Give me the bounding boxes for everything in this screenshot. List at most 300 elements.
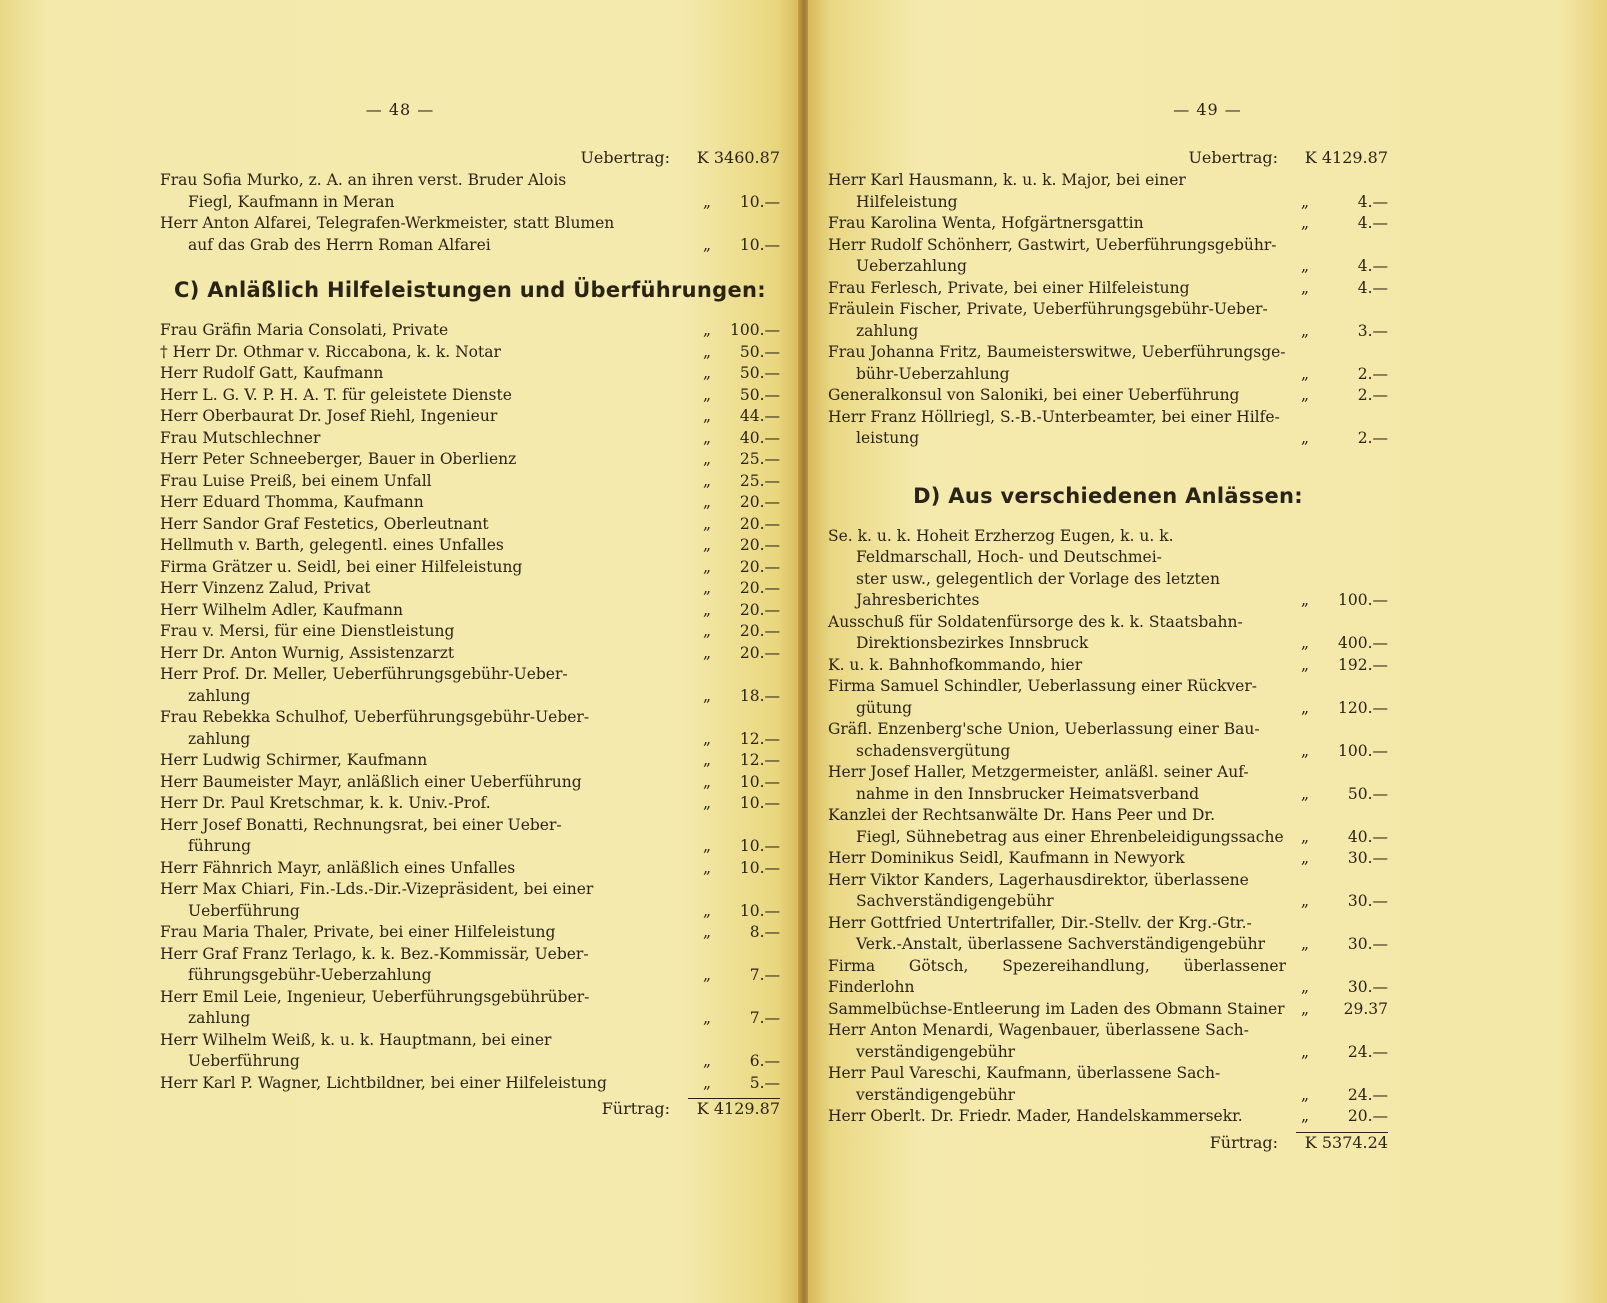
entry-amount: 4.— <box>1357 278 1388 297</box>
ditto-mark: „ <box>702 428 712 447</box>
section-heading-c: C) Anläßlich Hilfeleistungen und Überführungen: <box>173 278 766 302</box>
entry-description <box>160 557 696 579</box>
page-number-left: — 48 — <box>365 100 435 119</box>
entry-line: Herr Max Chiari, Fin.-Lds.-Dir.-Vizepräsident, bei einer <box>160 880 594 898</box>
entry-description <box>160 621 696 643</box>
entry-line: Herr Sandor Graf Festetics, Oberleutnant <box>160 514 489 533</box>
ditto-mark: „ <box>1300 935 1310 953</box>
ledger-entry <box>160 406 780 428</box>
ditto-mark: „ <box>702 407 712 425</box>
ditto-mark: „ <box>702 600 712 619</box>
ditto-mark: „ <box>702 901 712 920</box>
entry-amount: 120.— <box>1337 698 1388 717</box>
entry-description <box>160 750 696 772</box>
ditto-mark: „ <box>1300 214 1310 232</box>
entry-line: Hilfeleistung <box>856 192 958 211</box>
ledger-entry <box>828 235 1388 278</box>
right-entry-list <box>828 526 1388 1128</box>
entry-description <box>160 858 696 880</box>
entry-line: Ueberführung <box>188 901 300 920</box>
ditto-mark: „ <box>702 622 712 640</box>
ledger-entry <box>828 655 1388 677</box>
left-page-content <box>160 148 780 1120</box>
entry-line: Frau Mutschlechner <box>160 428 321 447</box>
entry-amount: 2.— <box>1357 429 1388 447</box>
carry-in-label: Uebertrag: <box>1188 148 1278 167</box>
entry-line: bühr-Ueberzahlung <box>856 364 1010 383</box>
entry-line: Feldmarschall, Hoch- und Deutschmei- <box>856 548 1162 566</box>
ledger-entry <box>160 815 780 858</box>
entry-line: Herr Paul Vareschi, Kaufmann, überlassene Sach- <box>828 1064 1221 1082</box>
entry-amount: 24.— <box>1347 1042 1388 1061</box>
entry-line: zahlung <box>188 686 251 705</box>
ditto-mark: „ <box>702 536 712 554</box>
entry-description <box>160 406 696 428</box>
ditto-mark: „ <box>702 729 712 748</box>
entry-amount: 30.— <box>1347 849 1388 867</box>
entry-amount: 30.— <box>1347 935 1388 953</box>
ditto-mark: „ <box>702 385 712 404</box>
ditto-mark: „ <box>702 837 712 855</box>
entry-description <box>828 526 1294 612</box>
ledger-entry <box>828 213 1388 235</box>
ditto-mark: „ <box>702 1009 712 1027</box>
ditto-mark: „ <box>1300 321 1310 340</box>
entry-line: Fräulein Fischer, Private, Ueberführungsgebühr-Ueber- <box>828 300 1268 318</box>
ledger-entry <box>160 557 780 579</box>
entry-description <box>160 793 696 815</box>
ditto-mark: „ <box>702 923 712 941</box>
entry-line: zahlung <box>188 729 251 748</box>
entry-amount: 40.— <box>739 428 780 447</box>
entry-line: Herr Dr. Anton Wurnig, Assistenzarzt <box>160 643 455 662</box>
entry-amount: 7.— <box>749 966 780 984</box>
entry-line: Ausschuß für Soldatenfürsorge des k. k. Staatsbahn- <box>828 612 1243 631</box>
entry-amount: 20.— <box>739 579 780 597</box>
entry-line: Kanzlei der Rechtsanwälte Dr. Hans Peer und Dr. <box>828 806 1216 824</box>
ledger-entry <box>828 385 1388 407</box>
entry-line: Frau Rebekka Schulhof, Ueberführungsgebühr-Ueber- <box>160 708 590 726</box>
ledger-entry <box>828 407 1388 450</box>
entry-line: Hellmuth v. Barth, gelegentl. eines Unfalles <box>160 536 504 554</box>
ledger-entry <box>828 676 1388 719</box>
ledger-entry <box>160 1030 780 1073</box>
entry-description <box>828 762 1294 805</box>
entry-description <box>828 170 1294 213</box>
entry-line: Direktionsbezirkes Innsbruck <box>856 634 1089 652</box>
entry-line: Herr Peter Schneeberger, Bauer in Oberlienz <box>160 450 517 468</box>
entry-description <box>160 449 696 471</box>
entry-amount: 10.— <box>739 235 780 254</box>
entry-amount: 10.— <box>739 794 780 812</box>
entry-description <box>828 235 1294 278</box>
ditto-mark: „ <box>702 342 712 361</box>
entry-line: Herr L. G. V. P. H. A. T. für geleistete Dienste <box>160 385 512 404</box>
ledger-entry <box>828 342 1388 385</box>
entry-amount: 10.— <box>739 772 780 791</box>
page-right <box>808 0 1607 1303</box>
ledger-entry <box>160 643 780 665</box>
entry-amount: 12.— <box>739 729 780 748</box>
ditto-mark: „ <box>702 772 712 791</box>
ditto-mark: „ <box>1300 278 1310 297</box>
ledger-entry <box>160 944 780 987</box>
entry-amount: 20.— <box>739 557 780 576</box>
entry-line: ster usw., gelegentlich der Vorlage des letzten <box>856 569 1220 588</box>
entry-line: Frau Ferlesch, Private, bei einer Hilfeleistung <box>828 278 1190 297</box>
entry-description <box>160 320 696 342</box>
ledger-entry <box>828 299 1388 342</box>
entry-description <box>828 299 1294 342</box>
carry-out-amount: K 5374.24 <box>1296 1132 1388 1152</box>
entry-line: führungsgebühr-Ueberzahlung <box>188 966 432 984</box>
entry-amount: 29.37 <box>1343 999 1388 1018</box>
entry-description <box>160 363 696 385</box>
entry-amount: 2.— <box>1357 386 1388 404</box>
entry-amount: 24.— <box>1347 1085 1388 1104</box>
entry-line: Herr Rudolf Schönherr, Gastwirt, Ueberführungsgebühr- <box>828 235 1277 254</box>
ditto-mark: „ <box>1300 634 1310 652</box>
ledger-entry <box>160 707 780 750</box>
ledger-entry <box>160 793 780 815</box>
entry-line: Sachverständigengebühr <box>856 892 1054 910</box>
ledger-entry <box>828 1106 1388 1128</box>
entry-amount: 100.— <box>1337 741 1388 760</box>
ditto-mark: „ <box>1300 591 1310 609</box>
carry-out-right <box>828 1132 1388 1154</box>
entry-line: Frau Sofia Murko, z. A. an ihren verst. Bruder Alois <box>160 171 567 189</box>
ditto-mark: „ <box>702 235 712 254</box>
ditto-mark: „ <box>702 321 712 339</box>
entry-line: Firma Götsch, Spezereihandlung, überlassener Finderlohn <box>828 956 1286 996</box>
entry-description <box>160 342 696 364</box>
ledger-entry <box>828 612 1388 655</box>
entry-description <box>828 407 1294 450</box>
entry-amount: 3.— <box>1357 321 1388 340</box>
entry-amount: 10.— <box>739 901 780 920</box>
entry-description <box>828 676 1294 719</box>
entry-description <box>160 535 696 557</box>
entry-amount: 20.— <box>739 514 780 533</box>
entry-line: Sammelbüchse-Entleerung im Laden des Obmann Stainer <box>828 999 1285 1018</box>
entry-line: Jahresberichtes <box>856 591 980 609</box>
entry-description <box>828 848 1294 870</box>
entry-line: Gräfl. Enzenberg'sche Union, Ueberlassung einer Bau- <box>828 720 1260 738</box>
entry-description <box>160 987 696 1030</box>
entry-description <box>828 213 1294 235</box>
entry-description <box>160 170 696 213</box>
entry-line: Herr Prof. Dr. Meller, Ueberführungsgebühr-Ueber- <box>160 665 568 683</box>
ledger-entry <box>828 848 1388 870</box>
entry-line: Herr Anton Alfarei, Telegrafen-Werkmeister, statt Blumen <box>160 214 615 232</box>
entry-line: Herr Franz Höllriegl, S.-B.-Unterbeamter, bei einer Hilfe- <box>828 407 1280 426</box>
entry-line: Ueberführung <box>188 1052 300 1070</box>
carry-out-amount: K 4129.87 <box>688 1098 780 1118</box>
entry-description <box>828 719 1294 762</box>
entry-amount: 400.— <box>1337 634 1388 652</box>
ditto-mark: „ <box>1300 655 1310 674</box>
ledger-entry <box>160 492 780 514</box>
ledger-entry <box>828 170 1388 213</box>
section-heading-d: D) Aus verschiedenen Anlässen: <box>913 483 1303 508</box>
entry-description <box>160 428 696 450</box>
entry-amount: 50.— <box>739 342 780 361</box>
entry-line: Herr Fähnrich Mayr, anläßlich eines Unfalles <box>160 858 516 877</box>
ledger-entry <box>160 1073 780 1095</box>
entry-description <box>160 944 696 987</box>
entry-line: nahme in den Innsbrucker Heimatsverband <box>856 784 1199 803</box>
ditto-mark: „ <box>1300 429 1310 447</box>
entry-description <box>828 805 1294 848</box>
entry-line: Herr Karl Hausmann, k. u. k. Major, bei einer <box>828 171 1186 189</box>
entry-line: Fiegl, Sühnebetrag aus einer Ehrenbeleidigungssache <box>856 827 1284 846</box>
entry-line: leistung <box>856 429 920 447</box>
ledger-entry <box>160 449 780 471</box>
ditto-mark: „ <box>702 557 712 576</box>
ledger-entry <box>160 664 780 707</box>
carry-out-label: Fürtrag: <box>1209 1132 1278 1152</box>
entry-description <box>160 385 696 407</box>
entry-amount: 192.— <box>1337 655 1388 674</box>
entry-line: zahlung <box>188 1009 251 1027</box>
ditto-mark: „ <box>1300 999 1310 1018</box>
entry-amount: 100.— <box>1337 591 1388 609</box>
entry-line: gütung <box>856 698 913 717</box>
entry-amount: 10.— <box>739 192 780 211</box>
left-prelude-list <box>160 170 780 256</box>
ditto-mark: „ <box>702 966 712 984</box>
entry-line: Herr Oberbaurat Dr. Josef Riehl, Ingenieur <box>160 407 498 425</box>
entry-description <box>828 342 1294 385</box>
ditto-mark: „ <box>702 1073 712 1092</box>
ditto-mark: „ <box>1300 849 1310 867</box>
entry-description <box>828 999 1294 1021</box>
carry-out-left <box>160 1098 780 1120</box>
ledger-entry <box>160 535 780 557</box>
entry-line: zahlung <box>856 321 919 340</box>
entry-line: verständigengebühr <box>856 1042 1016 1061</box>
ditto-mark: „ <box>702 794 712 812</box>
entry-amount: 20.— <box>739 622 780 640</box>
ditto-mark: „ <box>1300 1107 1310 1125</box>
entry-amount: 7.— <box>749 1009 780 1027</box>
ledger-entry <box>160 858 780 880</box>
ditto-mark: „ <box>1300 827 1310 846</box>
right-prelude-list <box>828 170 1388 450</box>
entry-line: † Herr Dr. Othmar v. Riccabona, k. k. Notar <box>160 342 501 361</box>
ditto-mark: „ <box>702 364 712 382</box>
ditto-mark: „ <box>702 1052 712 1070</box>
entry-line: Frau Luise Preiß, bei einem Unfall <box>160 471 432 490</box>
entry-line: Herr Dominikus Seidl, Kaufmann in Newyork <box>828 849 1185 867</box>
entry-line: führung <box>188 837 251 855</box>
entry-line: Herr Karl P. Wagner, Lichtbildner, bei einer Hilfeleistung <box>160 1073 607 1092</box>
carry-in-left <box>160 148 780 170</box>
ledger-entry <box>160 213 780 256</box>
ledger-entry <box>828 1063 1388 1106</box>
ditto-mark: „ <box>1300 741 1310 760</box>
entry-description <box>160 707 696 750</box>
carry-in-right <box>828 148 1388 170</box>
entry-line: Herr Graf Franz Terlago, k. k. Bez.-Kommissär, Ueber- <box>160 944 589 963</box>
entry-description <box>828 956 1294 999</box>
ditto-mark: „ <box>1300 978 1310 996</box>
right-page-content <box>828 148 1388 1154</box>
entry-line: auf das Grab des Herrn Roman Alfarei <box>188 235 491 254</box>
entry-description <box>828 1106 1294 1128</box>
entry-description <box>160 492 696 514</box>
ditto-mark: „ <box>1300 257 1310 275</box>
entry-description <box>160 922 696 944</box>
left-entry-list <box>160 320 780 1094</box>
entry-line: Verk.-Anstalt, überlassene Sachverständigengebühr <box>856 935 1266 953</box>
entry-line: Generalkonsul von Saloniki, bei einer Ueberführung <box>828 386 1240 404</box>
ditto-mark: „ <box>1300 1042 1310 1061</box>
ditto-mark: „ <box>1300 784 1310 803</box>
entry-description <box>160 879 696 922</box>
entry-line: Ueberzahlung <box>856 257 967 275</box>
entry-amount: 100.— <box>729 321 780 339</box>
ledger-entry <box>828 278 1388 300</box>
ditto-mark: „ <box>1300 892 1310 910</box>
entry-amount: 12.— <box>739 751 780 769</box>
entry-description <box>160 1073 696 1095</box>
ditto-mark: „ <box>702 450 712 468</box>
ditto-mark: „ <box>1300 698 1310 717</box>
ledger-entry <box>828 805 1388 848</box>
entry-amount: 4.— <box>1357 214 1388 232</box>
entry-line: schadensvergütung <box>856 741 1011 760</box>
ledger-entry <box>828 870 1388 913</box>
entry-amount: 20.— <box>739 643 780 662</box>
entry-description <box>828 655 1294 677</box>
ledger-entry <box>160 621 780 643</box>
ledger-entry <box>160 772 780 794</box>
entry-line: Herr Josef Bonatti, Rechnungsrat, bei einer Ueber- <box>160 815 562 834</box>
entry-line: Herr Josef Haller, Metzgermeister, anläßl. seiner Auf- <box>828 763 1249 781</box>
entry-amount: 4.— <box>1357 192 1388 211</box>
entry-line: Herr Eduard Thomma, Kaufmann <box>160 493 424 511</box>
ditto-mark: „ <box>1300 364 1310 383</box>
ledger-entry <box>160 879 780 922</box>
ditto-mark: „ <box>1300 386 1310 404</box>
page-left <box>0 0 800 1303</box>
entry-amount: 25.— <box>739 450 780 468</box>
ditto-mark: „ <box>702 493 712 511</box>
ledger-entry <box>828 762 1388 805</box>
entry-description <box>160 664 696 707</box>
entry-amount: 20.— <box>1347 1107 1388 1125</box>
entry-amount: 10.— <box>739 837 780 855</box>
entry-line: Herr Wilhelm Adler, Kaufmann <box>160 600 403 619</box>
entry-line: Herr Gottfried Untertrifaller, Dir.-Stellv. der Krg.-Gtr.- <box>828 913 1252 932</box>
entry-amount: 18.— <box>739 686 780 705</box>
entry-description <box>160 471 696 493</box>
entry-line: Herr Anton Menardi, Wagenbauer, überlassene Sach- <box>828 1021 1249 1039</box>
entry-line: Herr Dr. Paul Kretschmar, k. k. Univ.-Prof. <box>160 794 491 812</box>
ditto-mark: „ <box>702 643 712 662</box>
ledger-entry <box>160 170 780 213</box>
entry-amount: 8.— <box>749 923 780 941</box>
ledger-entry <box>828 719 1388 762</box>
ledger-entry <box>160 922 780 944</box>
entry-line: Herr Rudolf Gatt, Kaufmann <box>160 364 384 382</box>
ditto-mark: „ <box>702 579 712 597</box>
ditto-mark: „ <box>702 858 712 877</box>
ledger-entry <box>160 471 780 493</box>
entry-description <box>828 1063 1294 1106</box>
ledger-entry <box>160 514 780 536</box>
ledger-entry <box>160 363 780 385</box>
entry-description <box>828 913 1294 956</box>
ledger-entry <box>828 1020 1388 1063</box>
entry-description <box>160 772 696 794</box>
entry-description <box>828 278 1294 300</box>
entry-description <box>160 1030 696 1073</box>
ledger-entry <box>160 320 780 342</box>
entry-line: Frau Maria Thaler, Private, bei einer Hilfeleistung <box>160 923 556 941</box>
entry-line: Herr Wilhelm Weiß, k. u. k. Hauptmann, bei einer <box>160 1030 552 1049</box>
entry-amount: 50.— <box>739 364 780 382</box>
entry-line: Frau v. Mersi, für eine Dienstleistung <box>160 622 455 640</box>
entry-description <box>160 578 696 600</box>
entry-description <box>160 643 696 665</box>
ledger-entry <box>828 956 1388 999</box>
entry-amount: 30.— <box>1347 892 1388 910</box>
entry-amount: 30.— <box>1347 978 1388 996</box>
ledger-entry <box>160 385 780 407</box>
ledger-entry <box>160 600 780 622</box>
entry-amount: 20.— <box>739 536 780 554</box>
entry-line: K. u. k. Bahnhofkommando, hier <box>828 655 1083 674</box>
entry-amount: 10.— <box>739 858 780 877</box>
entry-amount: 40.— <box>1347 827 1388 846</box>
entry-line: Se. k. u. k. Hoheit Erzherzog Eugen, k. u. k. <box>828 526 1174 545</box>
entry-line: Fiegl, Kaufmann in Meran <box>188 192 395 211</box>
entry-amount: 20.— <box>739 600 780 619</box>
ledger-entry <box>160 750 780 772</box>
ledger-entry <box>160 987 780 1030</box>
entry-line: Herr Vinzenz Zalud, Privat <box>160 579 371 597</box>
entry-line: Herr Viktor Kanders, Lagerhausdirektor, überlassene <box>828 870 1249 889</box>
carry-out-label: Fürtrag: <box>601 1099 670 1118</box>
entry-line: Herr Emil Leie, Ingenieur, Ueberführungsgebührüber- <box>160 987 590 1006</box>
ledger-entry <box>828 999 1388 1021</box>
ledger-entry <box>828 526 1388 612</box>
entry-description <box>828 1020 1294 1063</box>
page-number-right: — 49 — <box>1173 100 1242 119</box>
entry-description <box>828 870 1294 913</box>
entry-line: Herr Baumeister Mayr, anläßlich einer Ueberführung <box>160 772 582 791</box>
ditto-mark: „ <box>702 514 712 533</box>
entry-line: Frau Gräfin Maria Consolati, Private <box>160 321 449 339</box>
ditto-mark: „ <box>702 471 712 490</box>
ditto-mark: „ <box>702 192 712 211</box>
ditto-mark: „ <box>1300 192 1310 211</box>
ledger-entry <box>828 913 1388 956</box>
carry-in-amount: K 3460.87 <box>696 148 780 167</box>
entry-amount: 20.— <box>739 493 780 511</box>
entry-amount: 5.— <box>749 1073 780 1092</box>
ledger-entry <box>160 578 780 600</box>
entry-description <box>160 514 696 536</box>
carry-in-amount: K 4129.87 <box>1304 148 1388 167</box>
entry-line: Frau Johanna Fritz, Baumeisterswitwe, Ueberführungsge- <box>828 343 1286 361</box>
entry-description <box>160 815 696 858</box>
entry-line: Herr Ludwig Schirmer, Kaufmann <box>160 751 428 769</box>
ledger-entry <box>160 342 780 364</box>
entry-description <box>160 600 696 622</box>
